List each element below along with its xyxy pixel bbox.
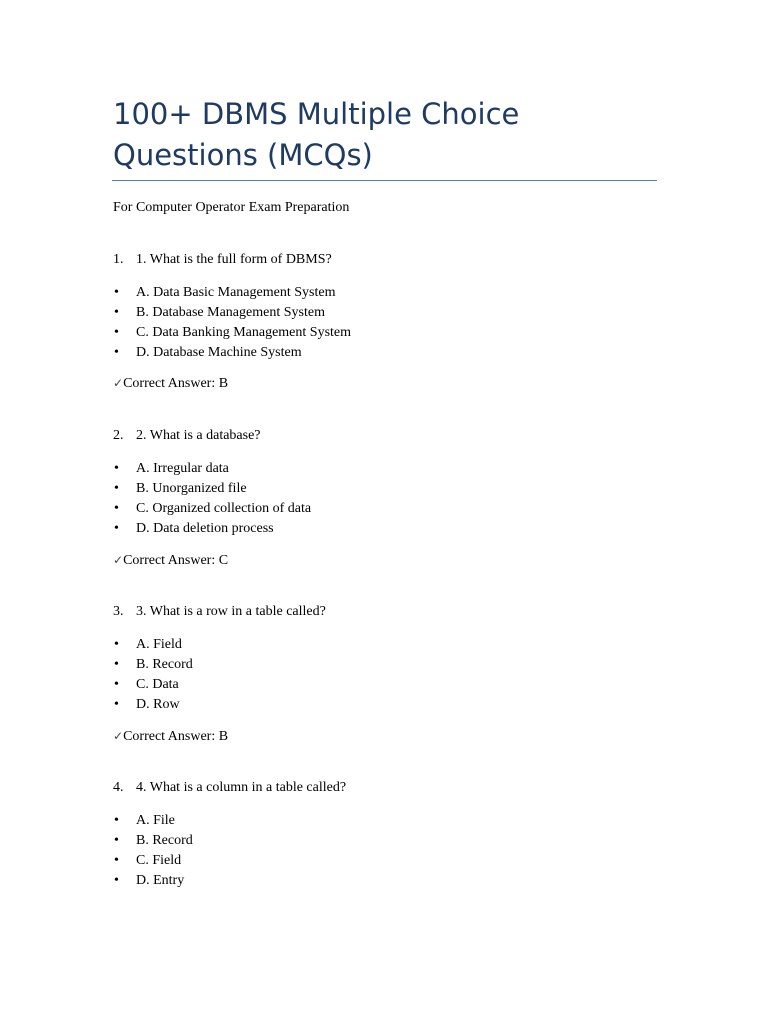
question-text: 4. What is a column in a table called? — [136, 780, 347, 795]
bullet-icon: • — [114, 677, 119, 692]
question-1 — [113, 252, 332, 268]
correct-answer — [113, 376, 228, 392]
list-item — [113, 675, 193, 695]
option-text: A. Irregular data — [136, 461, 229, 476]
option-text: A. Field — [136, 637, 182, 652]
answer-text: Correct Answer: B — [123, 729, 229, 744]
bullet-icon: • — [114, 345, 119, 360]
option-text: D. Entry — [136, 873, 185, 888]
bullet-icon: • — [114, 873, 119, 888]
question-3 — [113, 604, 326, 620]
bullet-icon: • — [114, 853, 119, 868]
list-item — [113, 323, 351, 343]
question-number: 1. — [113, 252, 124, 267]
bullet-icon: • — [114, 285, 119, 300]
list-item — [113, 283, 351, 303]
list-item — [113, 831, 193, 851]
option-text: B. Database Management System — [136, 305, 325, 320]
option-text: D. Row — [136, 697, 180, 712]
bullet-icon: • — [114, 521, 119, 536]
list-item — [113, 811, 193, 831]
list-item — [113, 479, 311, 499]
option-text: C. Field — [136, 853, 182, 868]
check-icon: ✓ — [113, 729, 124, 743]
question-number: 3. — [113, 604, 124, 619]
option-text: B. Record — [136, 833, 193, 848]
title-underline — [112, 180, 657, 181]
list-item — [113, 635, 193, 655]
list-item — [113, 655, 193, 675]
bullet-icon: • — [114, 637, 119, 652]
list-item — [113, 871, 193, 891]
option-text: D. Database Machine System — [136, 345, 302, 360]
bullet-icon: • — [114, 461, 119, 476]
answer-text: Correct Answer: B — [123, 376, 229, 391]
options-list — [113, 283, 351, 363]
correct-answer — [113, 553, 228, 569]
question-text: 3. What is a row in a table called? — [136, 604, 326, 619]
bullet-icon: • — [114, 813, 119, 828]
option-text: A. File — [136, 813, 175, 828]
bullet-icon: • — [114, 833, 119, 848]
list-item — [113, 519, 311, 539]
list-item — [113, 459, 311, 479]
option-text: C. Data — [136, 677, 179, 692]
bullet-icon: • — [114, 697, 119, 712]
option-text: B. Unorganized file — [136, 481, 247, 496]
subtitle: For Computer Operator Exam Preparation — [113, 200, 350, 215]
options-list — [113, 811, 193, 891]
question-number: 4. — [113, 780, 124, 795]
check-icon: ✓ — [113, 553, 124, 567]
option-text: C. Organized collection of data — [136, 501, 312, 516]
options-list — [113, 459, 311, 539]
bullet-icon: • — [114, 325, 119, 340]
list-item — [113, 851, 193, 871]
option-text: C. Data Banking Management System — [136, 325, 352, 340]
list-item — [113, 499, 311, 519]
answer-text: Correct Answer: C — [123, 553, 229, 568]
list-item — [113, 343, 351, 363]
question-number: 2. — [113, 428, 124, 443]
correct-answer — [113, 729, 228, 745]
question-2 — [113, 428, 261, 444]
bullet-icon: • — [114, 481, 119, 496]
list-item — [113, 303, 351, 323]
bullet-icon: • — [114, 305, 119, 320]
option-text: A. Data Basic Management System — [136, 285, 336, 300]
question-4 — [113, 780, 346, 796]
option-text: D. Data deletion process — [136, 521, 274, 536]
question-text: 1. What is the full form of DBMS? — [136, 252, 332, 267]
question-text: 2. What is a database? — [136, 428, 261, 443]
check-icon: ✓ — [113, 376, 124, 390]
options-list — [113, 635, 193, 715]
bullet-icon: • — [114, 501, 119, 516]
page-title: 100+ DBMS Multiple Choice Questions (MCQs) — [113, 97, 520, 172]
option-text: B. Record — [136, 657, 193, 672]
bullet-icon: • — [114, 657, 119, 672]
list-item — [113, 695, 193, 715]
